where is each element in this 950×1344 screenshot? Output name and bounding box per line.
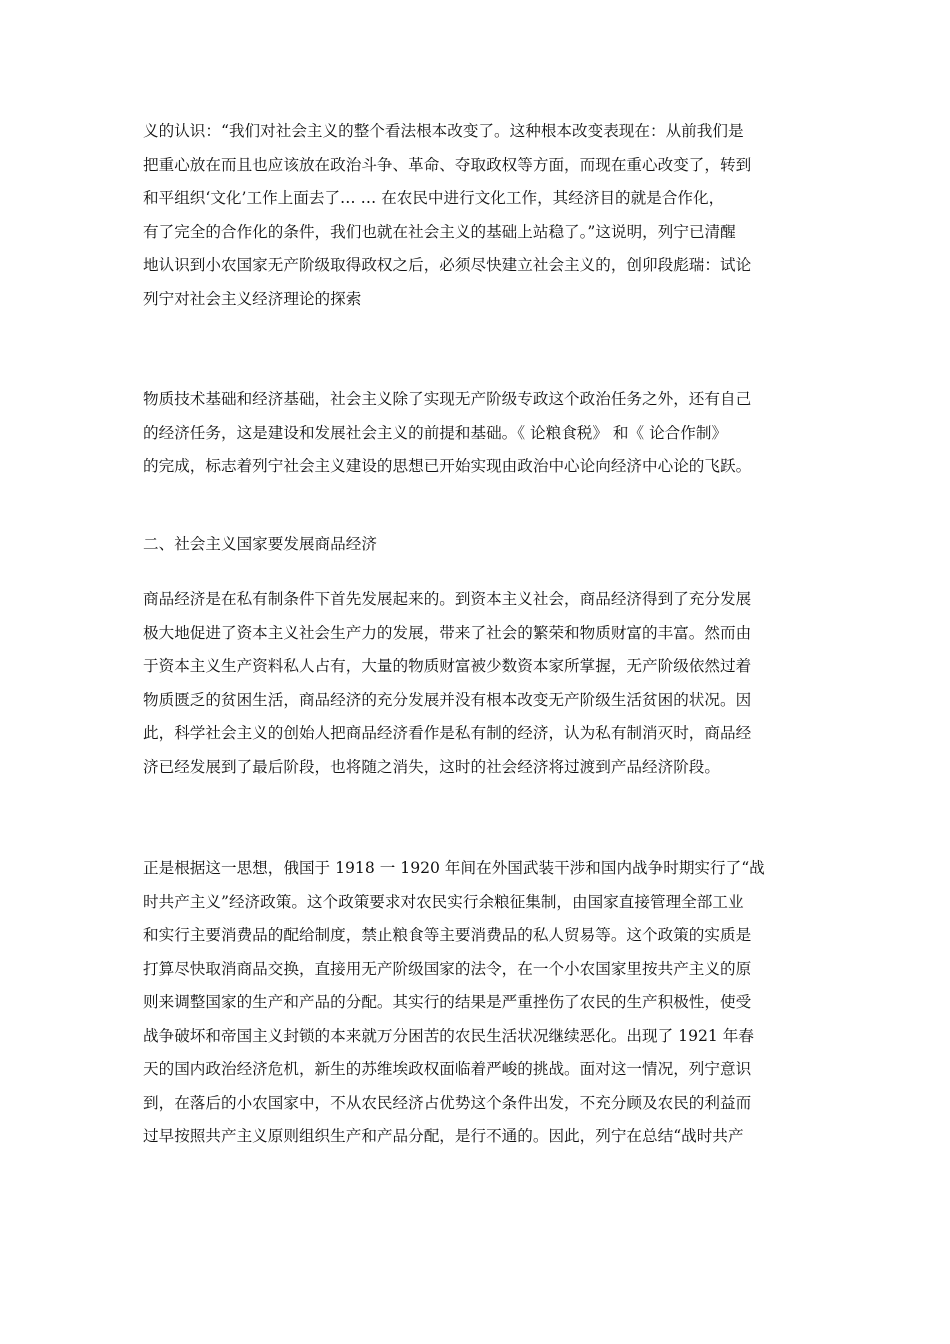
paragraph-3 (143, 583, 807, 784)
text-line: 和平组织‘文化’工作上面去了… … 在农民中进行文化工作，其经济目的就是合作化， (143, 189, 725, 207)
paragraph-2 (143, 383, 807, 484)
text-line: 过早按照共产主义原则组织生产和产品分配，是行不通的。因此，列宁在总结“战时共产 (143, 1127, 744, 1145)
text-line: 于资本主义生产资料私人占有，大量的物质财富被少数资本家所掌握，无产阶级依然过着 (143, 657, 752, 675)
section-heading (143, 528, 807, 562)
paragraph-1 (143, 115, 807, 316)
text-line: 正是根据这一思想，俄国于 1918 一 1920 年间在外国武装干涉和国内战争时期实行了“战 (143, 859, 765, 877)
text-line: 物质匮乏的贫困生活，商品经济的充分发展并没有根本改变无产阶级生活贫困的状况。因 (143, 690, 752, 709)
text-line: 商品经济是在私有制条件下首先发展起来的。到资本主义社会，商品经济得到了充分发展 (143, 590, 752, 608)
text-line: 则来调整国家的生产和产品的分配。其实行的结果是严重挫伤了农民的生产积极性，使受 (143, 993, 752, 1011)
text-line: 列宁对社会主义经济理论的探索 (143, 289, 362, 308)
text-line: 义的认识：“我们对社会主义的整个看法根本改变了。这种根本改变表现在：从前我们是 (143, 122, 744, 140)
text-line: 时共产主义”经济政策。这个政策要求对农民实行余粮征集制，由国家直接管理全部工业 (143, 892, 744, 911)
text-line: 物质技术基础和经济基础，社会主义除了实现无产阶级专政这个政治任务之外，还有自己 (143, 390, 752, 408)
text-line: 有了完全的合作化的条件，我们也就在社会主义的基础上站稳了。”这说明，列宁已清醒 (143, 222, 736, 241)
text-line: 天的国内政治经济危机，新生的苏维埃政权面临着严峻的挑战。面对这一情况，列宁意识 (143, 1060, 752, 1078)
text-line: 极大地促进了资本主义社会生产力的发展，带来了社会的繁荣和物质财富的丰富。然而由 (143, 623, 752, 642)
text-line: 的经济任务，这是建设和发展社会主义的前提和基础。《 论粮食税》 和《 论合作制》 (143, 423, 728, 442)
text-line: 和实行主要消费品的配给制度，禁止粮食等主要消费品的私人贸易等。这个政策的实质是 (143, 926, 752, 944)
paragraph-4 (143, 852, 807, 1154)
text-line: 济已经发展到了最后阶段，也将随之消失，这时的社会经济将过渡到产品经济阶段。 (143, 757, 720, 776)
text-line: 打算尽快取消商品交换，直接用无产阶级国家的法令，在一个小农国家里按共产主义的原 (143, 959, 752, 978)
text-line: 的完成，标志着列宁社会主义建设的思想已开始实现由政治中心论向经济中心论的飞跃。 (143, 457, 752, 475)
text-line: 把重心放在而且也应该放在政治斗争、革命、夺取政权等方面，而现在重心改变了，转到 (143, 155, 752, 174)
text-line: 地认识到小农国家无产阶级取得政权之后，必须尽快建立社会主义的，创卯段彪瑞：试论 (143, 256, 752, 274)
text-line: 战争破坏和帝国主义封锁的本来就万分困苦的农民生活状况继续恶化。出现了 1921 年春 (143, 1026, 754, 1045)
text-line: 此，科学社会主义的创始人把商品经济看作是私有制的经济，认为私有制消灭时，商品经 (143, 724, 752, 742)
text-line: 到，在落后的小农国家中，不从农民经济占优势这个条件出发，不充分顾及农民的利益而 (143, 1093, 752, 1112)
heading-text: 二、社会主义国家要发展商品经济 (143, 535, 377, 553)
